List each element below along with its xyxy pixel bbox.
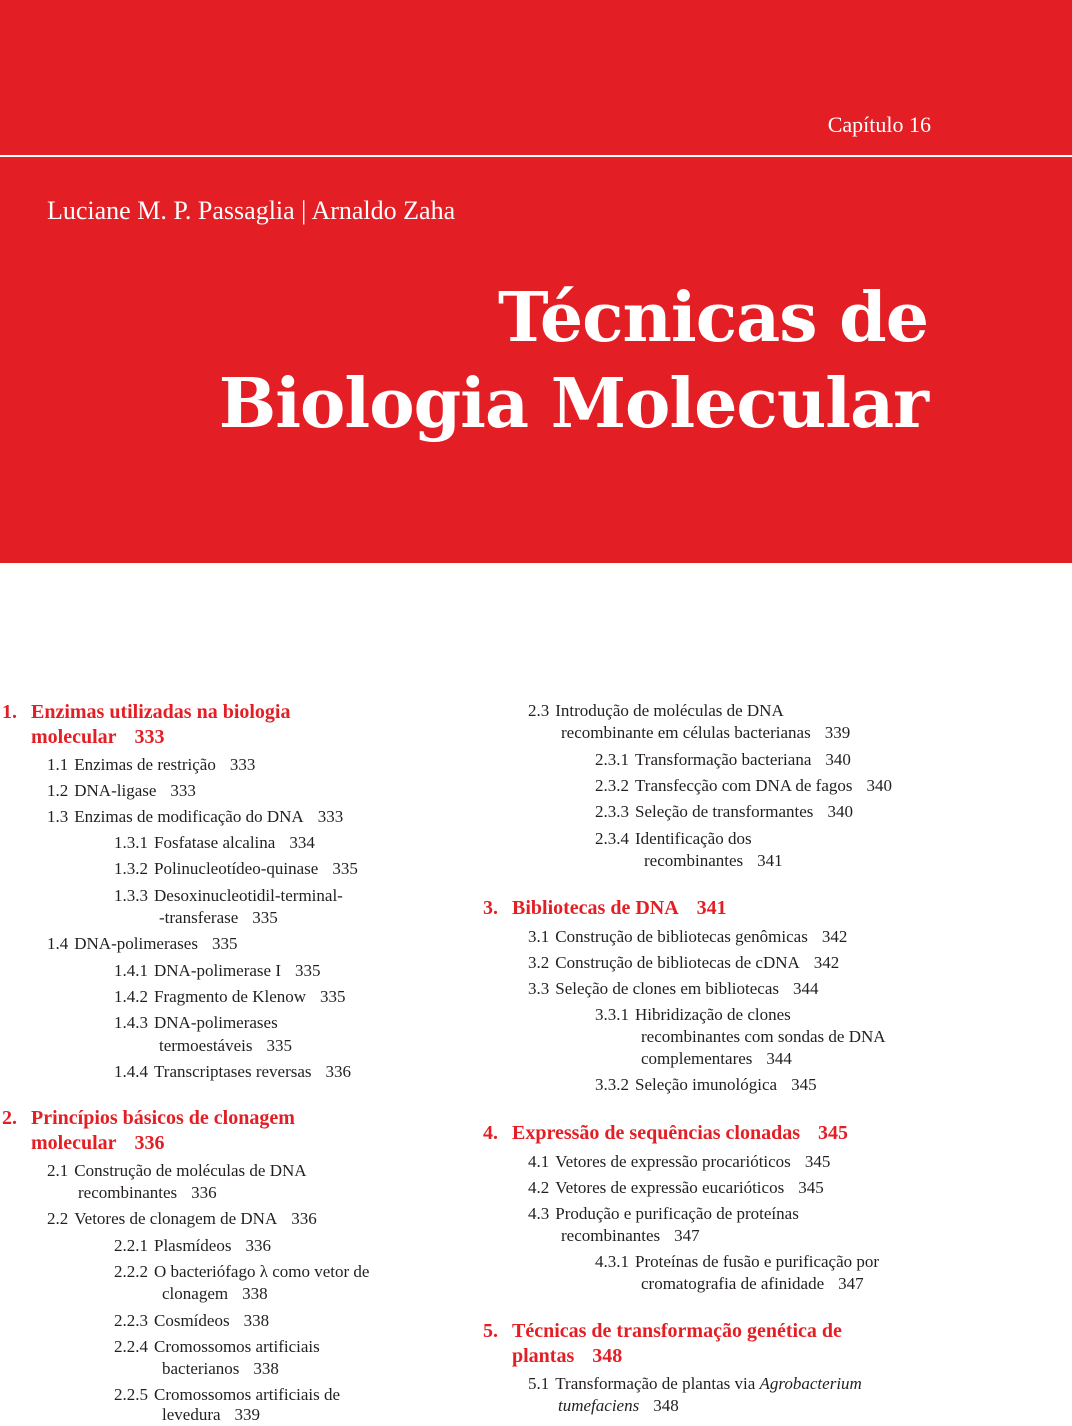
- item-number: 4.1: [528, 1152, 550, 1171]
- item-number: 2.2.3: [114, 1311, 148, 1330]
- item-title: recombinantes: [561, 1226, 661, 1245]
- item-title: Cromossomos artificiais de: [154, 1385, 341, 1404]
- chapter-title: [28, 275, 928, 447]
- item-title-italic: Agrobacterium: [759, 1374, 862, 1393]
- item-title: clonagem: [162, 1284, 229, 1303]
- item-number: 3.1: [528, 927, 550, 946]
- item-title: Vetores de clonagem de DNA: [74, 1209, 278, 1228]
- toc-item-3-3-1[interactable]: [595, 1004, 791, 1026]
- toc-item-4-1[interactable]: [528, 1151, 830, 1173]
- item-number: 4.3.1: [595, 1252, 629, 1271]
- item-number: 5.1: [528, 1374, 550, 1393]
- page-number: 341: [757, 851, 783, 870]
- toc-item-2-2-2[interactable]: [114, 1261, 369, 1283]
- toc-item-2-2-2-cont[interactable]: [162, 1283, 268, 1305]
- item-title: DNA-polimerases: [74, 934, 198, 953]
- toc-item-4-3-1[interactable]: [595, 1251, 879, 1273]
- item-number: 2.2: [47, 1209, 69, 1228]
- page-number: 334: [289, 833, 315, 852]
- toc-item-1-4-1[interactable]: [114, 960, 321, 982]
- page-number: 333: [134, 726, 165, 748]
- page-number: 338: [253, 1359, 279, 1378]
- page-number: 344: [793, 979, 819, 998]
- toc-item-3-1[interactable]: [528, 926, 847, 948]
- toc-item-2-3-2[interactable]: [595, 775, 892, 797]
- page-number: 335: [266, 1036, 292, 1055]
- item-title: Produção e purificação de proteínas: [555, 1204, 799, 1223]
- page-number: 348: [592, 1345, 623, 1367]
- item-title: Seleção de clones em bibliotecas: [555, 979, 779, 998]
- item-number: 2.3.4: [595, 829, 629, 848]
- page-number: 335: [295, 961, 321, 980]
- item-title: recombinante em células bacterianas: [561, 723, 811, 742]
- page-number: 336: [291, 1209, 317, 1228]
- page-number: 341: [696, 897, 727, 919]
- section-title: Princípios básicos de clonagem: [31, 1107, 295, 1129]
- section-number: 2.: [2, 1107, 17, 1129]
- item-number: 2.3.3: [595, 802, 629, 821]
- chapter-title-line: Técnicas de: [498, 278, 928, 358]
- item-number: 1.4.1: [114, 961, 148, 980]
- page-number: 333: [317, 807, 344, 826]
- item-number: 2.2.5: [114, 1385, 148, 1404]
- page-number: 336: [191, 1183, 217, 1202]
- item-title: bacterianos: [162, 1359, 240, 1378]
- toc-item-1-4-2[interactable]: [114, 986, 346, 1008]
- toc-item-4-3-cont[interactable]: [561, 1225, 700, 1247]
- toc-item-1-3-3-cont[interactable]: [159, 907, 278, 929]
- chapter-authors: Luciane M. P. Passaglia | Arnaldo Zaha: [47, 196, 456, 225]
- toc-item-2-3[interactable]: [528, 700, 784, 722]
- toc-item-2-3-1[interactable]: [595, 749, 851, 771]
- toc-item-2-1[interactable]: [47, 1160, 307, 1182]
- item-title: Construção de moléculas de DNA: [74, 1161, 307, 1180]
- toc-item-5-1-cont[interactable]: [558, 1395, 679, 1417]
- item-title: Transcriptases reversas: [154, 1062, 312, 1081]
- toc-item-2-2-4[interactable]: [114, 1336, 320, 1358]
- item-title: Enzimas de modificação do DNA: [74, 807, 304, 826]
- toc-item-4-3[interactable]: [528, 1203, 799, 1225]
- page-number: 335: [332, 859, 358, 878]
- page-number: 339: [824, 723, 851, 742]
- item-title: Transformação bacteriana: [635, 750, 812, 769]
- toc-item-4-2[interactable]: [528, 1177, 824, 1199]
- section-title: plantas: [512, 1345, 575, 1367]
- item-title: Cosmídeos: [154, 1311, 230, 1330]
- item-title: Plasmídeos: [154, 1236, 232, 1255]
- section-number: 1.: [2, 701, 17, 723]
- toc-item-2-2-5-cont[interactable]: [162, 1404, 260, 1426]
- toc-item-2-3-4-cont[interactable]: [644, 850, 783, 872]
- page-number: 340: [866, 776, 892, 795]
- chapter-banner: [0, 0, 1072, 563]
- toc-item-3-3-1-cont[interactable]: [641, 1026, 886, 1048]
- toc-item-3-3-1-cont2[interactable]: [641, 1048, 792, 1070]
- toc-item-1-4[interactable]: [47, 933, 237, 955]
- item-number: 1.2: [47, 781, 69, 800]
- page-number: 338: [243, 1311, 270, 1330]
- page-number: 336: [325, 1062, 352, 1081]
- page-number: 345: [818, 1122, 849, 1144]
- toc-item-2-2-3[interactable]: [114, 1310, 269, 1332]
- item-number: 1.4.4: [114, 1062, 148, 1081]
- item-number: 1.3: [47, 807, 69, 826]
- item-number: 1.3.2: [114, 859, 148, 878]
- item-number: 3.3: [528, 979, 550, 998]
- item-number: 2.2.2: [114, 1262, 148, 1281]
- item-number: 3.3.2: [595, 1075, 629, 1094]
- toc-item-1-4-4[interactable]: [114, 1061, 351, 1083]
- item-title: Polinucleotídeo-quinase: [154, 859, 319, 878]
- toc-item-3-3-2[interactable]: [595, 1074, 817, 1096]
- item-title: DNA-polimerase I: [154, 961, 281, 980]
- toc-item-3-2[interactable]: [528, 952, 839, 974]
- item-number: 2.2.1: [114, 1236, 148, 1255]
- item-title: DNA-ligase: [74, 781, 157, 800]
- item-title: Seleção de transformantes: [635, 802, 814, 821]
- page-number: 336: [245, 1236, 271, 1255]
- section-title: Enzimas utilizadas na biologia: [31, 701, 291, 723]
- page-number: 336: [134, 1132, 165, 1154]
- toc-item-1-4-3[interactable]: [114, 1012, 278, 1034]
- item-title: DNA-polimerases: [154, 1013, 278, 1032]
- item-title: Transfecção com DNA de fagos: [635, 776, 853, 795]
- chapter-title-line: Biologia Molecular: [218, 364, 928, 444]
- item-title: Enzimas de restrição: [74, 755, 216, 774]
- toc-item-1-1[interactable]: [47, 754, 255, 776]
- toc-item-1-3-2[interactable]: [114, 858, 358, 880]
- section-title: Expressão de sequências clonadas: [512, 1122, 801, 1144]
- toc-item-4-3-1-cont[interactable]: [641, 1273, 864, 1295]
- item-title: Desoxinucleotidil-terminal-: [154, 886, 343, 905]
- item-title: levedura: [162, 1405, 221, 1424]
- section-title: Bibliotecas de DNA: [512, 897, 679, 919]
- item-title: Construção de bibliotecas de cDNA: [555, 953, 800, 972]
- toc-item-2-3-cont[interactable]: [561, 722, 850, 744]
- section-number: 3.: [483, 897, 498, 919]
- item-number: 1.4: [47, 934, 69, 953]
- page-number: 345: [798, 1178, 824, 1197]
- page-number: 347: [674, 1226, 700, 1245]
- toc-item-5-1[interactable]: [528, 1373, 862, 1395]
- item-number: 4.2: [528, 1178, 550, 1197]
- item-title: Construção de bibliotecas genômicas: [555, 927, 808, 946]
- item-title: termoestáveis: [159, 1036, 253, 1055]
- section-title: molecular: [31, 1132, 117, 1154]
- item-number: 1.3.3: [114, 886, 148, 905]
- page-number: 348: [653, 1396, 679, 1415]
- item-number: 1.3.1: [114, 833, 148, 852]
- page-number: 335: [211, 934, 238, 953]
- item-title: cromatografia de afinidade: [641, 1274, 825, 1293]
- item-number: 3.3.1: [595, 1005, 629, 1024]
- page-number: 339: [234, 1405, 261, 1424]
- page-number: 338: [242, 1284, 268, 1303]
- toc-item-2-2[interactable]: [47, 1208, 317, 1230]
- page-number: 342: [813, 953, 840, 972]
- page-number: 340: [825, 750, 851, 769]
- toc-item-2-3-4[interactable]: [595, 828, 752, 850]
- item-title: Cromossomos artificiais: [154, 1337, 320, 1356]
- toc-item-1-4-3-cont[interactable]: [159, 1035, 292, 1057]
- item-title: Vetores de expressão eucarióticos: [555, 1178, 785, 1197]
- section-title: molecular: [31, 726, 117, 748]
- item-number: 4.3: [528, 1204, 550, 1223]
- item-number: 1.4.3: [114, 1013, 148, 1032]
- item-number: 1.1: [47, 755, 69, 774]
- page-number: 340: [827, 802, 853, 821]
- toc-item-1-3[interactable]: [47, 806, 343, 828]
- item-title: recombinantes: [78, 1183, 178, 1202]
- item-number: 1.4.2: [114, 987, 148, 1006]
- page-number: 347: [838, 1274, 864, 1293]
- item-title: Transformação de plantas via: [555, 1374, 756, 1393]
- item-title: -transferase: [159, 908, 239, 927]
- item-number: 2.2.4: [114, 1337, 148, 1356]
- toc-item-2-2-1[interactable]: [114, 1235, 271, 1257]
- item-number: 2.3: [528, 701, 550, 720]
- item-title: Vetores de expressão procarióticos: [555, 1152, 791, 1171]
- item-title: recombinantes com sondas de DNA: [641, 1027, 886, 1046]
- page-number: 335: [252, 908, 278, 927]
- page-number: 345: [791, 1075, 817, 1094]
- page-number: 345: [804, 1152, 831, 1171]
- toc-item-1-3-3[interactable]: [114, 885, 343, 907]
- section-number: 5.: [483, 1320, 498, 1342]
- item-title: Fosfatase alcalina: [154, 833, 276, 852]
- chapter-number: Capítulo 16: [827, 112, 931, 137]
- page-number: 344: [766, 1049, 792, 1068]
- toc-item-1-2[interactable]: [47, 780, 196, 802]
- page-number: 333: [170, 781, 196, 800]
- page-number: 342: [821, 927, 848, 946]
- item-title: Fragmento de Klenow: [154, 987, 307, 1006]
- toc-item-3-3[interactable]: [528, 978, 819, 1000]
- item-number: 2.3.1: [595, 750, 629, 769]
- item-number: 2.3.2: [595, 776, 629, 795]
- item-number: 3.2: [528, 953, 550, 972]
- toc-item-2-1-cont[interactable]: [78, 1182, 217, 1204]
- toc-item-2-2-4-cont[interactable]: [162, 1358, 279, 1380]
- page-number: 333: [229, 755, 256, 774]
- item-title: complementares: [641, 1049, 753, 1068]
- banner-divider: [0, 155, 1072, 157]
- toc-item-2-3-3[interactable]: [595, 801, 853, 823]
- item-title: Seleção imunológica: [635, 1075, 778, 1094]
- section-number: 4.: [483, 1122, 498, 1144]
- item-title: Proteínas de fusão e purificação por: [635, 1252, 880, 1271]
- item-title: Identificação dos: [635, 829, 752, 848]
- page-number: 335: [320, 987, 346, 1006]
- item-title: Hibridização de clones: [635, 1005, 791, 1024]
- item-title: recombinantes: [644, 851, 744, 870]
- section-title: Técnicas de transformação genética de: [512, 1320, 842, 1342]
- item-title: Introdução de moléculas de DNA: [555, 701, 784, 720]
- toc-item-1-3-1[interactable]: [114, 832, 315, 854]
- toc-item-2-2-5[interactable]: [114, 1384, 340, 1406]
- item-title-italic: tumefaciens: [558, 1396, 640, 1415]
- item-title: O bacteriófago λ como vetor de: [154, 1262, 370, 1281]
- item-number: 2.1: [47, 1161, 69, 1180]
